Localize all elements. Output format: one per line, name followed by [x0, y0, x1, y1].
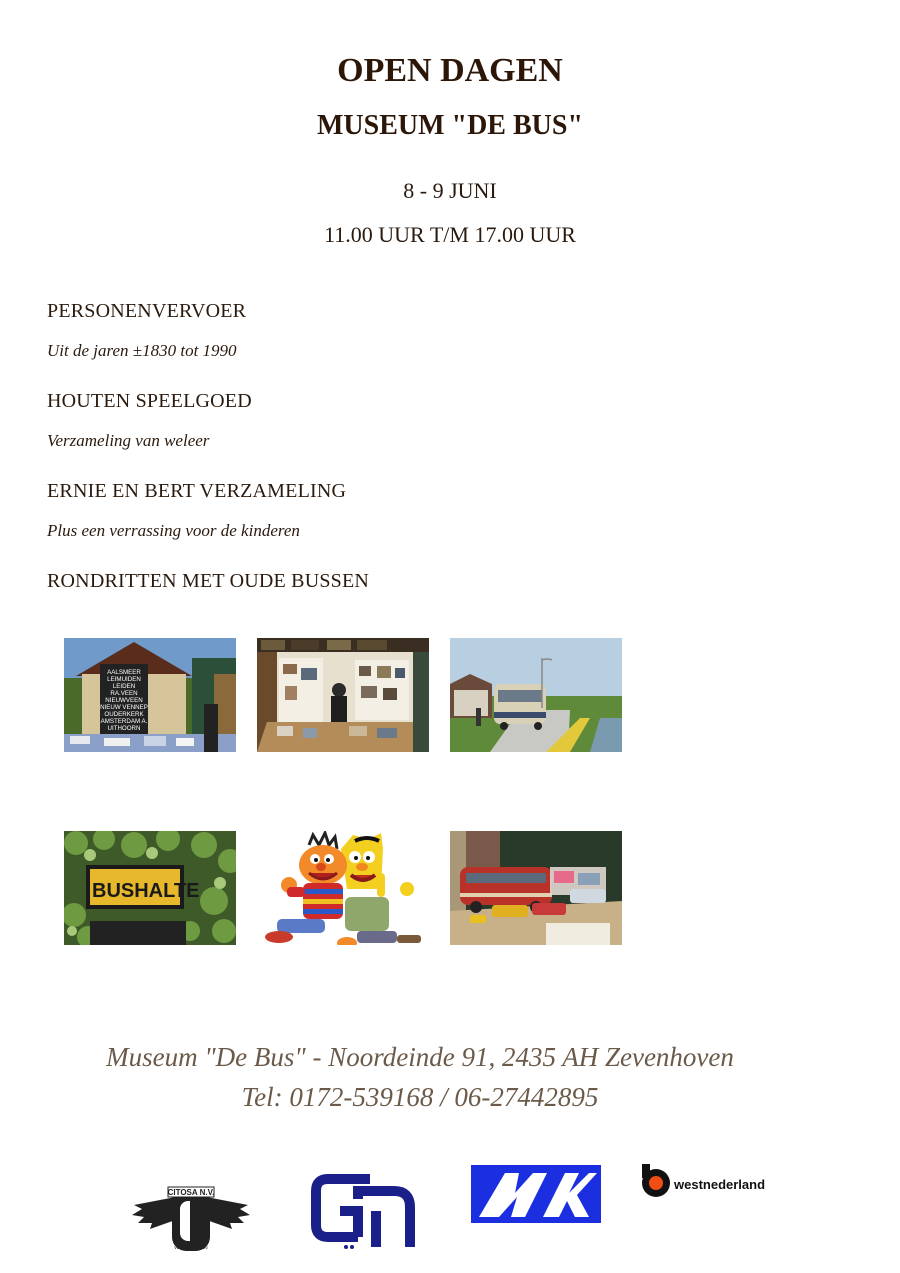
footer-address: Museum "De Bus" - Noordeinde 91, 2435 AH Zevenhoven [106, 1042, 734, 1072]
photo-model-bus-collection [450, 831, 622, 945]
photo-bus-stop-sign-collection [64, 638, 236, 752]
citosa-logo-subtext: WADDINXVEEN [174, 1245, 208, 1250]
mk-logo-text: MK [471, 1165, 473, 1166]
photo-vintage-bus-on-road [450, 638, 622, 752]
event-hours: 11.00 UUR T/M 17.00 UUR [324, 222, 576, 247]
westnederland-logo [642, 1164, 782, 1202]
section-heading-personenvervoer: PERSONENVERVOER [47, 300, 247, 322]
sign-line: LEIDEN [112, 683, 136, 690]
section-heading-ernie-bert: ERNIE EN BERT VERZAMELING [47, 480, 347, 502]
footer-phone: Tel: 0172-539168 / 06-27442895 [241, 1082, 599, 1112]
sign-line: AALSMEER [107, 669, 141, 676]
photo-bushalte-sign [64, 831, 236, 945]
sign-line: NIEUW VENNEP [100, 704, 148, 711]
sign-line: NIEUWVEEN [105, 697, 143, 704]
westnederland-logo-text: westnederland [674, 1177, 766, 1192]
event-dates: 8 - 9 JUNI [403, 178, 497, 203]
section-description-ernie-bert: Plus een verrassing voor de kinderen [47, 521, 300, 540]
sign-line: RA.VEEN [110, 690, 138, 697]
sign-line: UITHOORN [107, 725, 141, 732]
photo-ernie-and-bert [257, 831, 429, 945]
section-description-personenvervoer: Uit de jaren ±1830 tot 1990 [47, 341, 237, 360]
cn-logo [300, 1165, 430, 1253]
bushalte-sign-text: BUSHALTE [92, 880, 200, 902]
section-heading-houten-speelgoed: HOUTEN SPEELGOED [47, 390, 252, 412]
sign-line: LEIMUIDEN [107, 676, 141, 683]
section-heading-rondritten: RONDRITTEN MET OUDE BUSSEN [47, 570, 370, 592]
photo-museum-interior [257, 638, 429, 752]
citosa-logo [128, 1165, 254, 1261]
page-title: OPEN DAGEN [337, 52, 563, 89]
sign-line: AMSTERDAM A. [100, 718, 148, 725]
citosa-logo-text: CITOSA N.V. [167, 1188, 215, 1197]
mk-logo [471, 1165, 601, 1223]
page-subtitle: MUSEUM "DE BUS" [317, 110, 583, 141]
section-description-houten-speelgoed: Verzameling van weleer [47, 431, 210, 450]
sign-line: OUDERKERK [104, 711, 144, 718]
